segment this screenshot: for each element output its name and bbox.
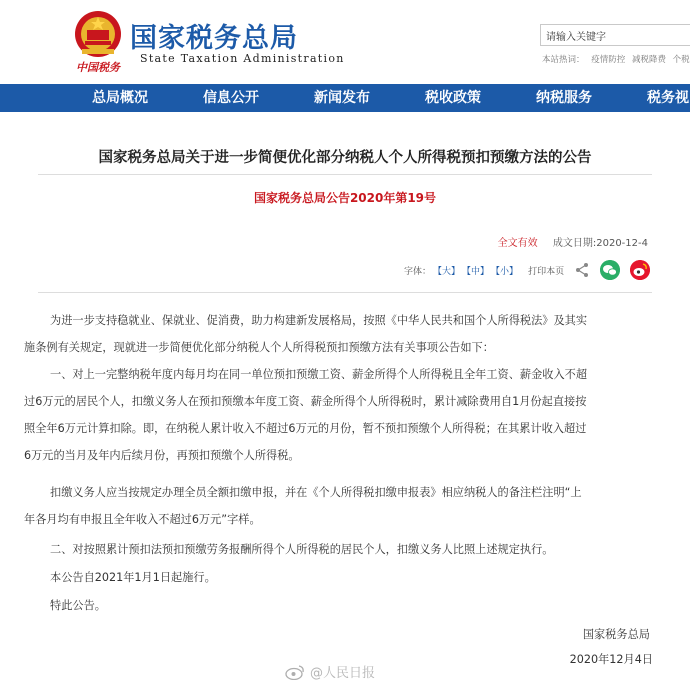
article-meta [498,234,648,249]
nav-item-overview[interactable]: 总局概况 [92,90,148,106]
written-date: 2020-12-4 [596,238,648,249]
font-small-button[interactable]: 【小】 [491,266,519,277]
body-line: 年各月均有申报且全年收入不超过6万元”字样。 [24,513,261,526]
font-size-label: 字体： [404,266,432,277]
body-line: 扣缴义务人应当按规定办理全员全额扣缴申报，并在《个人所得税扣缴申报表》相应纳税人的备注栏注明“上 [50,486,582,499]
national-emblem-icon[interactable] [72,8,124,60]
signature-organization: 国家税务总局 [582,628,650,641]
date-label: 成文日期: [552,238,597,249]
body-line: 6万元的当月及年内后续月份，再预扣预缴个人所得税。 [24,449,300,462]
site-title-english: State Taxation Administration [140,52,345,65]
hot-words-label: 本站热词： [542,55,585,65]
nav-item-tax-policy[interactable]: 税收政策 [425,90,481,106]
body-line: 特此公告。 [50,599,106,612]
weibo-icon[interactable] [630,260,650,280]
watermark [284,662,375,681]
site-title[interactable]: 国家税务总局 [130,23,298,54]
wechat-icon[interactable] [600,260,620,280]
body-line: 为进一步支持稳就业、保就业、促消费，助力构建新发展格局，按照《中华人民共和国个人所得税法》及其实 [50,314,588,327]
body-line: 施条例有关规定，现就进一步简便优化部分纳税人个人所得税预扣预缴方法有关事项公告如下： [24,341,494,354]
validity-status: 全文有效 [497,238,538,249]
main-nav [0,84,690,112]
hot-word-link[interactable]: 个税 [672,55,690,65]
body-divider [38,292,652,293]
hot-word-link[interactable]: 减税降费 [631,55,666,65]
hot-words [542,53,690,65]
font-medium-button[interactable]: 【中】 [462,266,490,277]
body-line: 二、对按照累计预扣法预扣预缴劳务报酬所得个人所得税的居民个人，扣缴义务人比照上述规定执行。 [50,543,554,556]
nav-item-tax-video[interactable]: 税务视 [647,90,689,106]
watermark-text: @人民日报 [310,666,376,681]
share-icon[interactable] [574,262,590,278]
body-line: 照全年6万元计算扣除。即，在纳税人累计收入不超过6万元的月份，暂不预扣预缴个人所得税；在其累计收入超过 [24,422,587,435]
hot-word-link[interactable]: 疫情防控 [591,55,626,65]
article-toolbar [404,260,650,280]
article-title: 国家税务总局关于进一步简便优化部分纳税人个人所得税预扣预缴方法的公告 [98,150,592,166]
document-number: 国家税务总局公告2020年第19号 [253,191,437,205]
signature-date: 2020年12月4日 [569,653,653,666]
search-input[interactable] [541,28,690,48]
body-line: 一、对上一完整纳税年度内每月均在同一单位预扣预缴工资、薪金所得个人所得税且全年工资、薪金收入不超 [50,368,588,381]
body-line: 本公告自2021年1月1日起施行。 [50,571,216,584]
print-page-button[interactable]: 打印本页 [528,266,565,277]
search-box [540,24,690,46]
title-divider [38,174,652,175]
site-header [0,0,690,84]
nav-item-info-disclosure[interactable]: 信息公开 [203,90,259,106]
weibo-watermark-icon [284,664,306,680]
site-slogan: 中国税务 [76,61,120,74]
nav-item-news[interactable]: 新闻发布 [314,90,370,106]
nav-item-taxpayer-service[interactable]: 纳税服务 [536,90,592,106]
body-line: 过6万元的居民个人，扣缴义务人在预扣预缴本年度工资、薪金所得个人所得税时，累计减除费用自1月份起直接按 [24,395,587,408]
font-large-button[interactable]: 【大】 [433,266,461,277]
